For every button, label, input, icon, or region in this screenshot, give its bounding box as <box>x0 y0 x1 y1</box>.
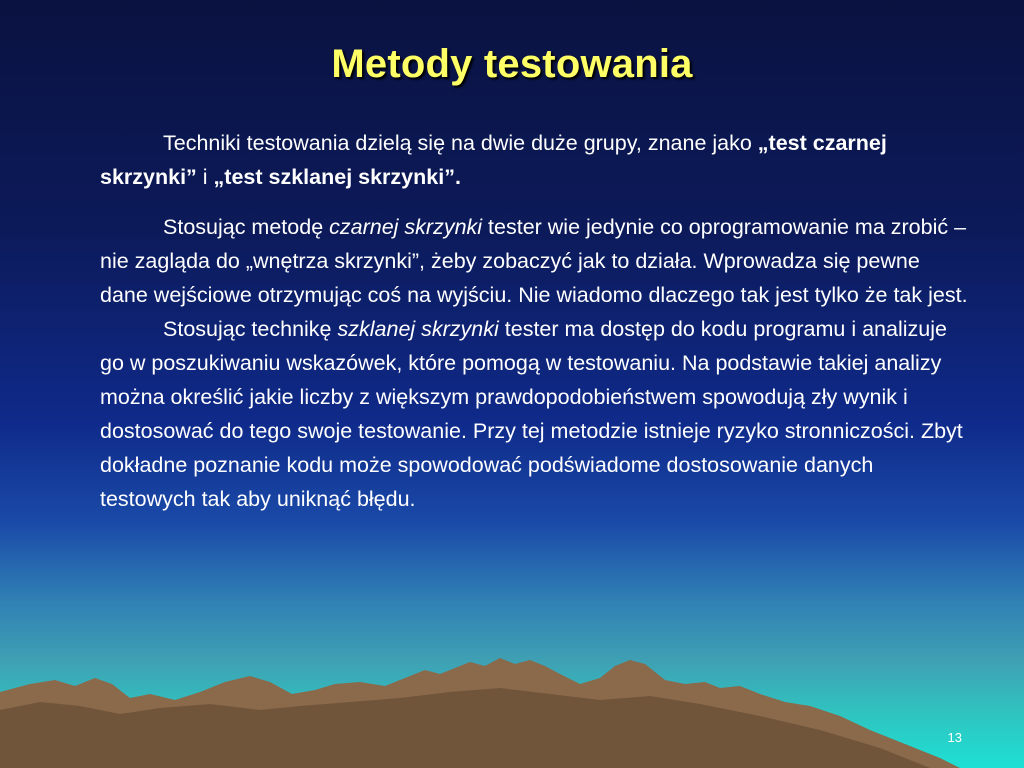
glass-box-term: „test szklanej skrzynki”. <box>213 165 461 189</box>
black-box-term: „test czarnej skrzynki” <box>100 131 887 189</box>
slide-body <box>100 126 968 516</box>
glass-box-text-1: Stosując technikę <box>163 317 338 341</box>
intro-text-2: i <box>196 165 214 189</box>
black-box-italic: czarnej skrzynki <box>329 215 483 239</box>
paragraph-glass-box <box>100 312 968 516</box>
glass-box-text-2: tester ma dostęp do kodu programu i analizuje go w poszukiwaniu wskazówek, które pomogą w testowaniu. Na podstawie takiej analizy można określić jakie liczby z większym prawdopodobieństwem spowodują zły wynik i dostosować do tego swoje testowanie. Przy tej metodzie istnieje ryzyko stronniczości. Zbyt dokładne poznanie kodu może spowodować podświadome dostosowanie danych testowych tak aby uniknąć błędu. <box>100 317 963 511</box>
paragraph-intro <box>100 126 968 194</box>
paragraph-black-box <box>100 210 968 312</box>
page-number: 13 <box>947 730 962 745</box>
black-box-text-1: Stosując metodę <box>163 215 330 239</box>
black-box-text-2: tester wie jedynie co oprogramowanie ma zrobić – nie zagląda do „wnętrza skrzynki”, żeby zobaczyć jak to działa. Wprowadza się pewne dane wejściowe otrzymując coś na wyjściu. Nie wiadomo dlaczego tak jest tylko że tak jest. <box>100 215 968 307</box>
intro-text-1: Techniki testowania dzielą się na dwie duże grupy, znane jako <box>163 131 758 155</box>
mountains-illustration <box>0 640 1024 768</box>
glass-box-italic: szklanej skrzynki <box>337 317 499 341</box>
slide-title: Metody testowania <box>331 42 693 86</box>
